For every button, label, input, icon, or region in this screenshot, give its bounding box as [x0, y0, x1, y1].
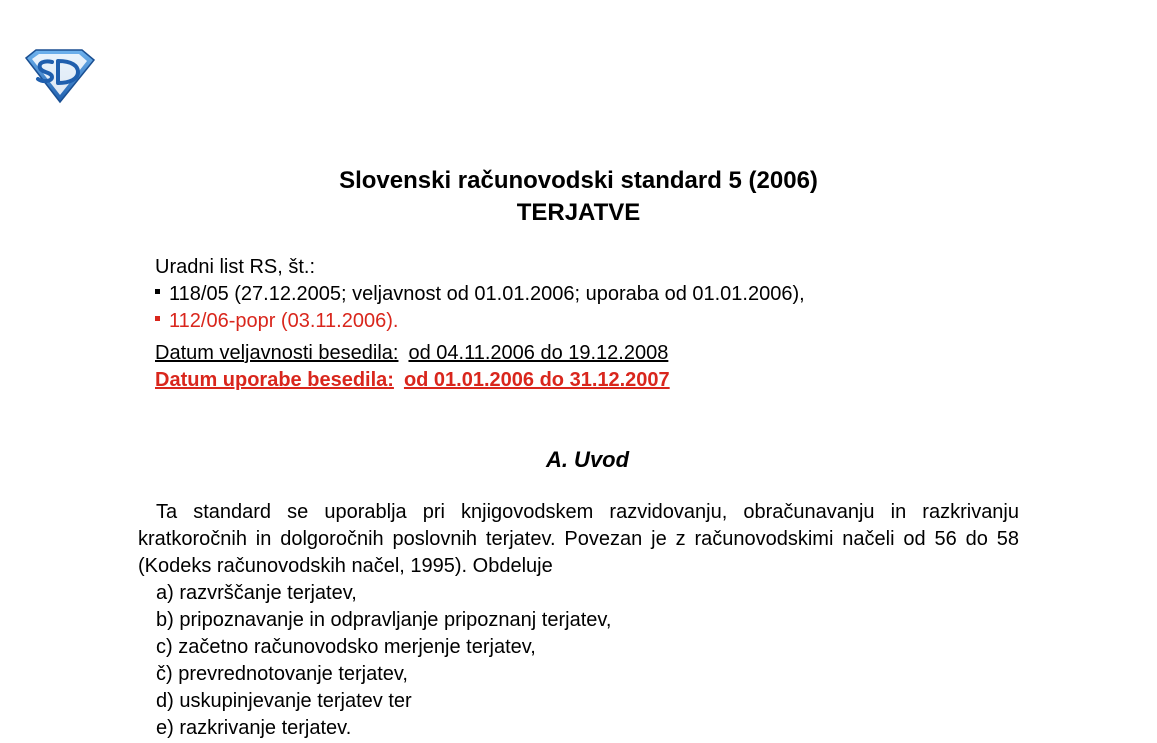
gazette-item: 118/05 (27.12.2005; veljavnost od 01.01.2006; uporaba od 01.01.2006), [155, 281, 805, 308]
document-title: Slovenski računovodski standard 5 (2006) [339, 167, 818, 194]
bullet-icon [155, 316, 160, 321]
text-dates [155, 340, 670, 394]
list-item: c) začetno računovodsko merjenje terjatev, [156, 636, 536, 658]
list-item: č) prevrednotovanje terjatev, [156, 663, 408, 685]
list-item: d) uskupinjevanje terjatev ter [156, 690, 412, 712]
intro-text: Ta standard se uporablja pri knjigovodskem razvidovanju, obračunavanju in razkrivanju kratkoročnih in dolgoročnih poslovnih terjatev. Povezan je z računovodskimi načeli od 56 do 58 (Kodeks računovodskih načel, 1995). Obdeluje [138, 501, 1019, 577]
bullet-icon [155, 289, 160, 294]
gazette-heading: Uradni list RS, št.: [155, 256, 316, 278]
usage-date-row [155, 367, 670, 394]
list-item: e) razkrivanje terjatev. [156, 717, 352, 739]
topics-list [156, 580, 611, 742]
validity-label: Datum veljavnosti besedila: [155, 342, 399, 364]
validity-date-row [155, 340, 670, 367]
gazette-item-correction: 112/06-popr (03.11.2006). [155, 308, 805, 335]
usage-label: Datum uporabe besedila: [155, 369, 394, 391]
sd-logo [22, 48, 96, 104]
document-subtitle: TERJATVE [516, 199, 641, 226]
list-item: a) razvrščanje terjatev, [156, 582, 357, 604]
list-item: b) pripoznavanje in odpravljanje pripoznanj terjatev, [156, 609, 612, 631]
validity-value: od 04.11.2006 do 19.12.2008 [408, 342, 669, 364]
intro-paragraph [138, 499, 1019, 580]
gazette-references [155, 254, 805, 335]
usage-value: od 01.01.2006 do 31.12.2007 [403, 369, 670, 391]
section-heading: A. Uvod [545, 447, 630, 472]
